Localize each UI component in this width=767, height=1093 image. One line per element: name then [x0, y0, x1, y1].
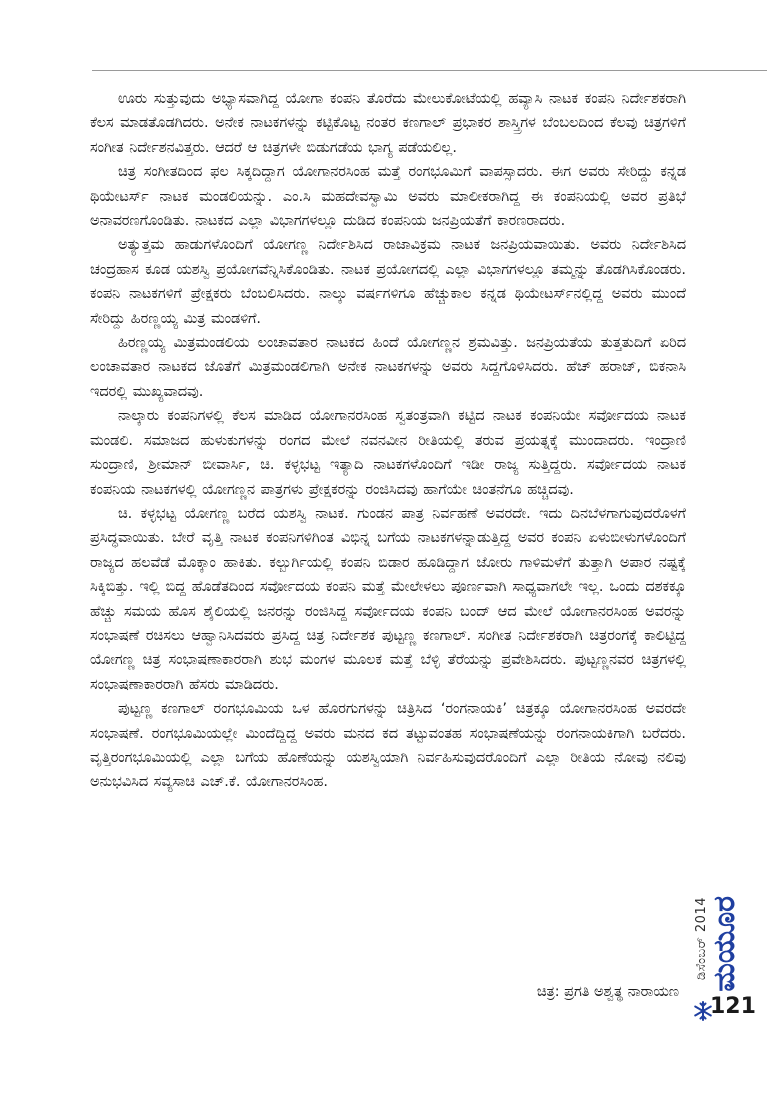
photo-credit: ಚಿತ್ರ: ಪ್ರಗತಿ ಅಶ್ವತ್ಥ ನಾರಾಯಣ: [536, 984, 679, 1000]
paragraph-7: ಪುಟ್ಟಣ್ಣ ಕಣಗಾಲ್ ರಂಗಭೂಮಿಯ ಒಳ ಹೊರಗುಗಳನ್ನು ಚಿತ್ರಿಸಿದ ‘ರಂಗನಾಯಕಿ’ ಚಿತ್ರಕ್ಕೂ ಯೋಗಾನರಸಿಂಹ ಅವರದೇ ಸಂಭಾಷಣೆ. ರಂಗಭೂಮಿಯಲ್ಲೇ ಮಿಂದೆದ್ದಿದ್ದ ಅವರು ಮನದ ಕದ ತಟ್ಟುವಂತಹ ಸಂಭಾಷಣೆಯನ್ನು ರಂಗನಾಯಕಿಗಾಗಿ ಬರೆದರು. ವೃತ್ತಿರಂಗಭೂಮಿಯಲ್ಲಿ ಎಲ್ಲಾ ಬಗೆಯ ಹೊಣೆಯನ್ನು ಯಶಸ್ವಿಯಾಗಿ ನಿರ್ವಹಿಸುವುದರೊಂದಿಗೆ ಎಲ್ಲಾ ರೀತಿಯ ನೋವು ನಲಿವು ಅನುಭವಿಸಿದ ಸವ್ಯಸಾಚಿ ಎಚ್.ಕೆ. ಯೋಗಾನರಸಿಂಹ.: [90, 701, 686, 791]
magazine-logo: ಮಯೂರ: [707, 896, 742, 992]
header-rule: [92, 70, 767, 71]
paragraph-6: ಚಿ. ಕಳ್ಳಭಟ್ಟ ಯೋಗಣ್ಣ ಬರೆದ ಯಶಸ್ವಿ ನಾಟಕ. ಗುಂಡನ ಪಾತ್ರ ನಿರ್ವಹಣೆ ಅವರದೇ. ಇದು ದಿನಬೆಳಗಾಗುವುದರೊಳಗೆ ಪ್ರಸಿದ್ಧವಾಯಿತು. ಬೇರೆ ವೃತ್ತಿ ನಾಟಕ ಕಂಪನಿಗಳಿಗಿಂತ ವಿಭಿನ್ನ ಬಗೆಯ ನಾಟಕಗಳನ್ನಾಡುತ್ತಿದ್ದ ಅವರ ಕಂಪನಿ ಏಳುಬೀಳುಗಳೊಂದಿಗೆ ರಾಜ್ಯದ ಹಲವೆಡೆ ಮೊಕ್ಕಾಂ ಹಾಕಿತು. ಕಲ್ಬುರ್ಗಿಯಲ್ಲಿ ಕಂಪನಿ ಬಿಡಾರ ಹೂಡಿದ್ದಾಗ ಜೋರು ಗಾಳಿಮಳೆಗೆ ತುತ್ತಾಗಿ ಅಪಾರ ನಷ್ಟಕ್ಕೆ ಸಿಕ್ಕಿಬಿತ್ತು. ಇಲ್ಲಿ ಬಿದ್ದ ಹೊಡೆತದಿಂದ ಸರ್ವೋದಯ ಕಂಪನಿ ಮತ್ತೆ ಮೇಲೇಳಲು ಪೂರ್ಣವಾಗಿ ಸಾಧ್ಯವಾಗಲೇ ಇಲ್ಲ. ಒಂದು ದಶಕಕ್ಕೂ ಹೆಚ್ಚು ಸಮಯ ಹೊಸ ಶೈಲಿಯಲ್ಲಿ ಜನರನ್ನು ರಂಜಿಸಿದ್ದ ಸರ್ವೋದಯ ಕಂಪನಿ ಬಂದ್ ಆದ ಮೇಲೆ ಯೋಗಾನರಸಿಂಹ ಅವರನ್ನು ಸಂಭಾಷಣೆ ರಚಿಸಲು ಆಹ್ವಾನಿಸಿದವರು ಪ್ರಸಿದ್ದ ಚಿತ್ರ ನಿರ್ದೇಶಕ ಪುಟ್ಟಣ್ಣ ಕಣಗಾಲ್. ಸಂಗೀತ ನಿರ್ದೇಶಕರಾಗಿ ಚಿತ್ರರಂಗಕ್ಕೆ ಕಾಲಿಟ್ಟಿದ್ದ ಯೋಗಣ್ಣ ಚಿತ್ರ ಸಂಭಾಷಣಾಕಾರರಾಗಿ ಶುಭ ಮಂಗಳ ಮೂಲಕ ಮತ್ತೆ ಬೆಳ್ಳಿ ತೆರೆಯನ್ನು ಪ್ರವೇಶಿಸಿದರು. ಪುಟ್ಟಣ್ಣನವರ ಚಿತ್ರಗಳಲ್ಲಿ ಸಂಭಾಷಣಾಕಾರರಾಗಿ ಹೆಸರು ಮಾಡಿದರು.: [90, 505, 686, 693]
paragraph-5: ನಾಲ್ಕಾರು ಕಂಪನಿಗಳಲ್ಲಿ ಕೆಲಸ ಮಾಡಿದ ಯೋಗಾನರಸಿಂಹ ಸ್ವತಂತ್ರವಾಗಿ ಕಟ್ಟಿದ ನಾಟಕ ಕಂಪನಿಯೇ ಸರ್ವೋದಯ ನಾಟಕ ಮಂಡಲಿ. ಸಮಾಜದ ಹುಳುಕುಗಳನ್ನು ರಂಗದ ಮೇಲೆ ನವನವೀನ ರೀತಿಯಲ್ಲಿ ತರುವ ಪ್ರಯತ್ನಕ್ಕೆ ಮುಂದಾದರು. ಇಂದ್ರಾಣಿ ಸುಂದ್ರಾಣಿ, ಶ್ರೀಮಾನ್ ಬೀವಾರ್ಸಿ, ಚಿ. ಕಳ್ಳಭಟ್ಟ ಇತ್ಯಾದಿ ನಾಟಕಗಳೊಂದಿಗೆ ಇಡೀ ರಾಜ್ಯ ಸುತ್ತಿದ್ದರು. ಸರ್ವೋದಯ ನಾಟಕ ಕಂಪನಿಯ ನಾಟಕಗಳಲ್ಲಿ ಯೋಗಣ್ಣನ ಪಾತ್ರಗಳು ಪ್ರೇಕ್ಷಕರನ್ನು ರಂಜಿಸಿದವು ಹಾಗೆಯೇ ಚಿಂತನೆಗೂ ಹಚ್ಚಿದವು.: [90, 408, 686, 498]
paragraph-3: ಅತ್ಯುತ್ತಮ ಹಾಡುಗಳೊಂದಿಗೆ ಯೋಗಣ್ಣ ನಿರ್ದೇಶಿಸಿದ ರಾಜಾವಿಕ್ರಮ ನಾಟಕ ಜನಪ್ರಿಯವಾಯಿತು. ಅವರು ನಿರ್ದೇಶಿಸಿದ ಚಂದ್ರಹಾಸ ಕೂಡ ಯಶಸ್ವಿ ಪ್ರಯೋಗವೆನ್ನಿಸಿಕೊಂಡಿತು. ನಾಟಕ ಪ್ರಯೋಗದಲ್ಲಿ ಎಲ್ಲಾ ವಿಭಾಗಗಳಲ್ಲೂ ತಮ್ಮನ್ನು ತೊಡಗಿಸಿಕೊಂಡರು. ಕಂಪನಿ ನಾಟಕಗಳಿಗೆ ಪ್ರೇಕ್ಷಕರು ಬೆಂಬಲಿಸಿದರು. ನಾಲ್ಕು ವರ್ಷಗಳಿಗೂ ಹೆಚ್ಚುಕಾಲ ಕನ್ನಡ ಥಿಯೇಟರ್ಸ್‌ನಲ್ಲಿದ್ದ ಅವರು ಮುಂದೆ ಸೇರಿದ್ದು ಹಿರಣ್ಣಯ್ಯ ಮಿತ್ರ ಮಂಡಳಿಗೆ.: [90, 237, 686, 327]
paragraph-2: ಚಿತ್ರ ಸಂಗೀತದಿಂದ ಫಲ ಸಿಕ್ಕದಿದ್ದಾಗ ಯೋಗಾನರಸಿಂಹ ಮತ್ತೆ ರಂಗಭೂಮಿಗೆ ವಾಪಸ್ಸಾದರು. ಈಗ ಅವರು ಸೇರಿದ್ದು ಕನ್ನಡ ಥಿಯೇಟರ್ಸ್ ನಾಟಕ ಮಂಡಲಿಯನ್ನು. ಎಂ.ಸಿ ಮಹದೇವಸ್ವಾಮಿ ಅವರು ಮಾಲೀಕರಾಗಿದ್ದ ಈ ಕಂಪನಿಯಲ್ಲಿ ಅವರ ಪ್ರತಿಭೆ ಅನಾವರಣಗೊಂಡಿತು. ನಾಟಕದ ಎಲ್ಲಾ ವಿಭಾಗಗಳಲ್ಲೂ ದುಡಿದ ಕಂಪನಿಯ ಜನಪ್ರಿಯತೆಗೆ ಕಾರಣರಾದರು.: [90, 164, 686, 230]
paragraph-1: ಊರು ಸುತ್ತುವುದು ಅಭ್ಯಾಸವಾಗಿದ್ದ ಯೋಗಾ ಕಂಪನಿ ತೊರೆದು ಮೇಲುಕೋಟೆಯಲ್ಲಿ ಹವ್ಯಾಸಿ ನಾಟಕ ಕಂಪನಿ ನಿರ್ದೇಶಕರಾಗಿ ಕೆಲಸ ಮಾಡತೊಡಗಿದರು. ಅನೇಕ ನಾಟಕಗಳನ್ನು ಕಟ್ಟಿಕೊಟ್ಟ ನಂತರ ಕಣಗಾಲ್ ಪ್ರಭಾಕರ ಶಾಸ್ತ್ರಿಗಳ ಬೆಂಬಲದಿಂದ ಕೆಲವು ಚಿತ್ರಗಳಿಗೆ ಸಂಗೀತ ನಿರ್ದೇಶನವಿತ್ತರು. ಆದರೆ ಆ ಚಿತ್ರಗಳೇ ಬಿಡುಗಡೆಯ ಭಾಗ್ಯ ಪಡೆಯಲಿಲ್ಲ.: [90, 91, 686, 156]
issue-date: ಡಿಸೆಂಬರ್ 2014: [694, 897, 709, 980]
page-number: 121: [710, 994, 756, 1019]
paragraph-4: ಹಿರಣ್ಣಯ್ಯ ಮಿತ್ರಮಂಡಲಿಯ ಲಂಚಾವತಾರ ನಾಟಕದ ಹಿಂದೆ ಯೋಗಣ್ಣನ ಶ್ರಮವಿತ್ತು. ಜನಪ್ರಿಯತೆಯ ತುತ್ತತುದಿಗೆ ಏರಿದ ಲಂಚಾವತಾರ ನಾಟಕದ ಜೊತೆಗೆ ಮಿತ್ರಮಂಡಲಿಗಾಗಿ ಅನೇಕ ನಾಟಕಗಳನ್ನು ಅವರು ಸಿದ್ದಗೊಳಿಸಿದರು. ಹೆಚ್ ಹರಾಜ್, ಬಿಕನಾಸಿ ಇದರಲ್ಲಿ ಮುಖ್ಯವಾದವು.: [90, 335, 686, 400]
magazine-side-label: [688, 760, 742, 992]
article-body: [90, 87, 686, 795]
